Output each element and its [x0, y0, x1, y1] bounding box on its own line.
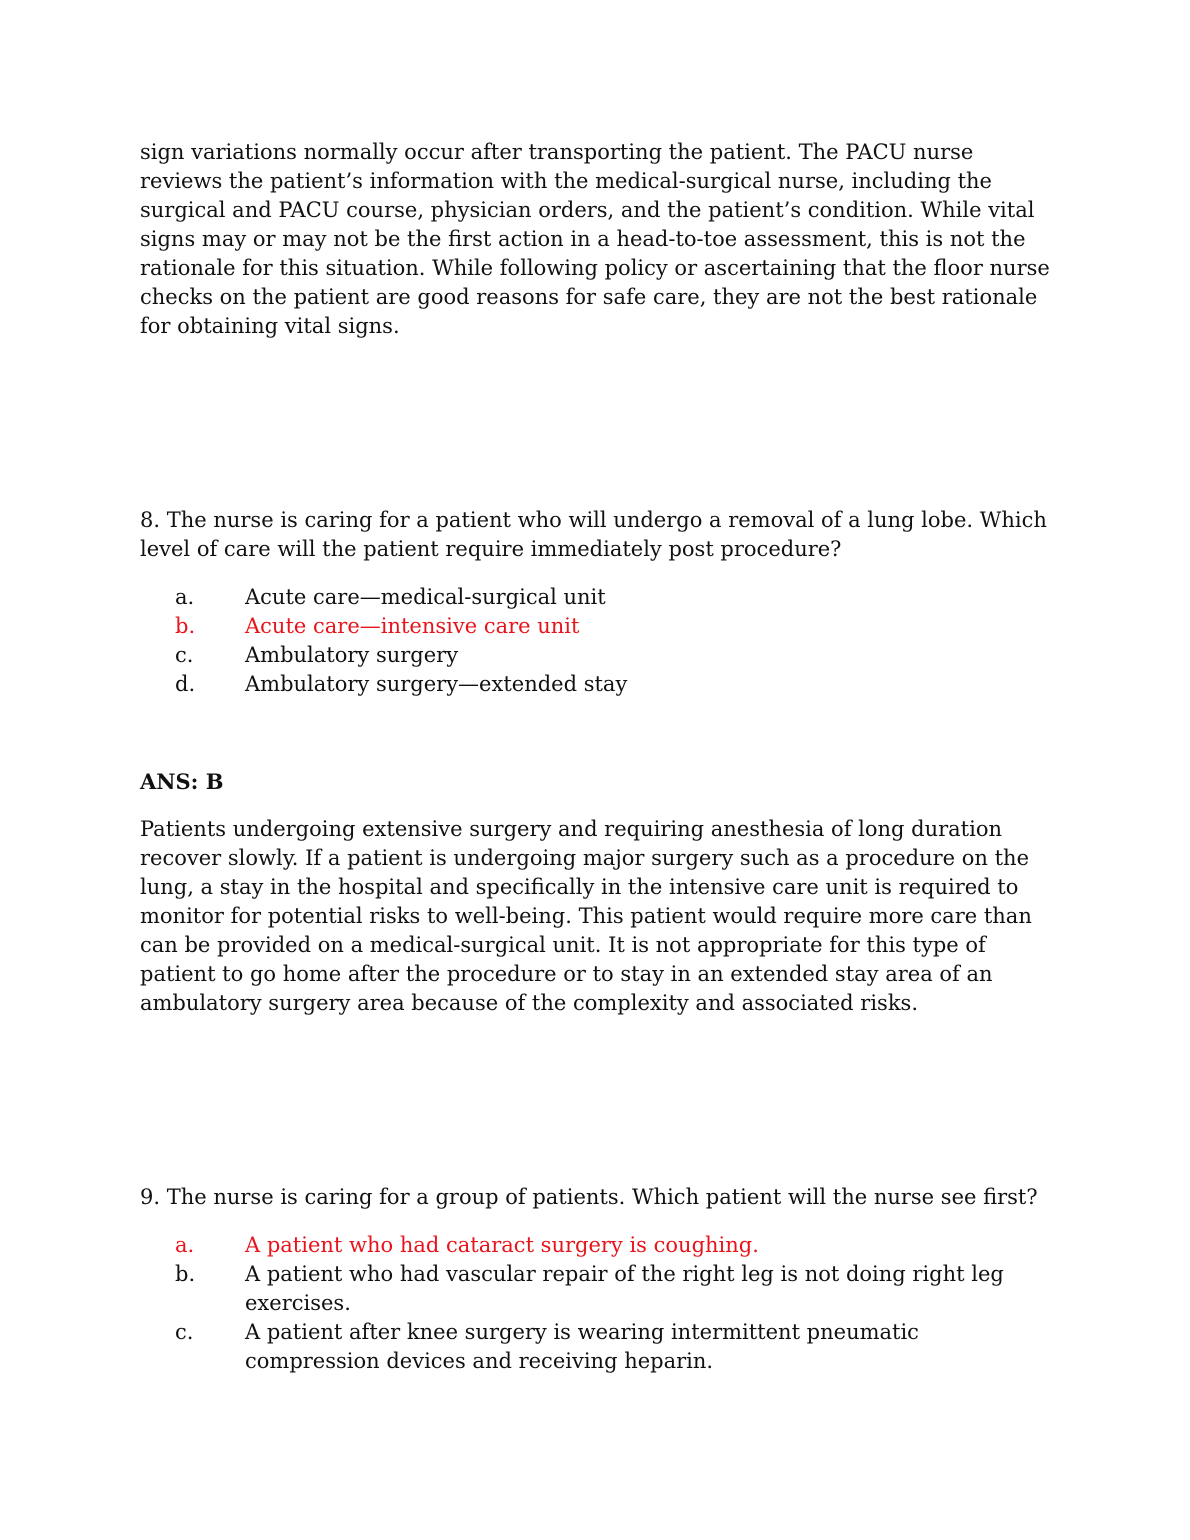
- q8-option-b-correct: b. Acute care—intensive care unit: [175, 614, 580, 638]
- q8-option-a: a. Acute care—medical-surgical unit: [175, 585, 606, 609]
- q9-option-c: c. A patient after knee surgery is wearing intermittent pneumatic compression devices and receiving heparin.: [175, 1320, 919, 1373]
- q8-rationale: Patients undergoing extensive surgery and requiring anesthesia of long duration recover slowly. If a patient is undergoing major surgery such as a procedure on the lung, a stay in the hospital and specifically in the intensive care unit is required to monitor for potential risks to well-being. This patient would require more care than can be provided on a medical-surgical unit. It is not appropriate for this type of patient to go home after the procedure or to stay in an extended stay area of an ambulatory surgery area because of the complexity and associated risks.: [140, 817, 1032, 1015]
- intro-paragraph: sign variations normally occur after transporting the patient. The PACU nurse reviews the patient’s information with the medical-surgical nurse, including the surgical and PACU course, physician orders, and the patient’s condition. While vital signs may or may not be the first action in a head-to-toe assessment, this is not the rationale for this situation. While following policy or ascertaining that the floor nurse checks on the patient are good reasons for safe care, they are not the best rationale for obtaining vital signs.: [140, 140, 1050, 338]
- question-8: 8. The nurse is caring for a patient who will undergo a removal of a lung lobe. Which level of care will the patient require immediately post procedure?: [140, 508, 1047, 561]
- q9-option-a-correct: a. A patient who had cataract surgery is coughing.: [175, 1233, 759, 1257]
- question-9: 9. The nurse is caring for a group of patients. Which patient will the nurse see first?: [140, 1185, 1038, 1209]
- q9-option-b: b. A patient who had vascular repair of the right leg is not doing right leg exercises.: [175, 1262, 1004, 1315]
- q8-option-c: c. Ambulatory surgery: [175, 643, 459, 667]
- q8-answer: ANS: B: [140, 769, 224, 794]
- q8-option-d: d. Ambulatory surgery—extended stay: [175, 672, 628, 696]
